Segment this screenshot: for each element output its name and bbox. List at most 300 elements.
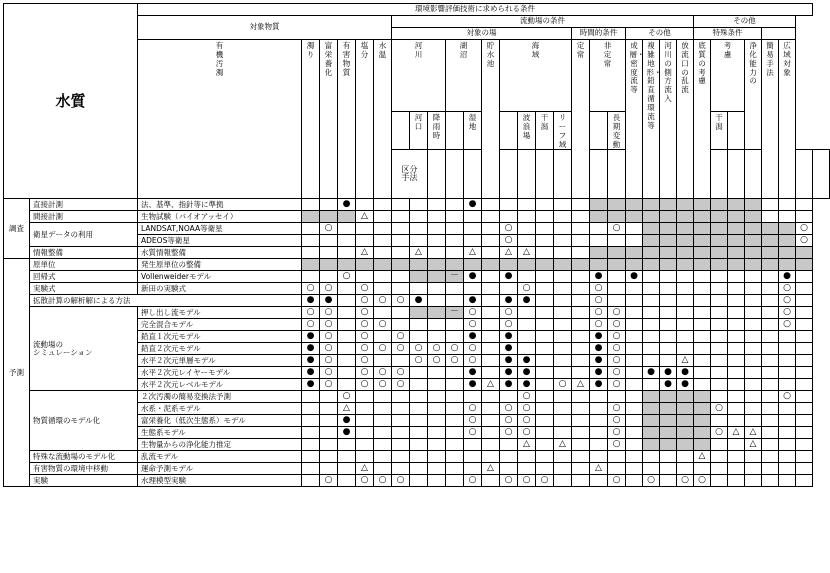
mark: ● — [306, 378, 315, 389]
mark-cell — [745, 199, 762, 211]
mark: △ — [749, 426, 757, 437]
mark-cell — [302, 355, 320, 367]
subcolumn-header — [428, 112, 446, 150]
mark-cell — [338, 403, 356, 415]
mark-cell — [338, 451, 356, 463]
mark: △ — [361, 246, 368, 257]
mark-cell — [643, 343, 660, 355]
mark-cell — [428, 247, 446, 259]
mark-cell — [392, 403, 410, 415]
mark: － — [450, 306, 460, 317]
mark-cell — [320, 343, 338, 355]
mark: ○ — [360, 366, 369, 377]
mark-cell — [428, 235, 446, 247]
mark-cell — [572, 271, 590, 283]
mark-cell — [320, 199, 338, 211]
row-kubun: 衛星データの利用 — [30, 223, 138, 247]
mark-cell — [518, 319, 536, 331]
mark-cell — [320, 415, 338, 427]
mark-cell — [446, 451, 464, 463]
mark-cell — [608, 355, 626, 367]
mark-cell — [518, 211, 536, 223]
mark: ● — [522, 354, 531, 365]
mark-cell — [677, 295, 694, 307]
mark: ○ — [414, 342, 423, 353]
row-method: 鉛直２次元モデル — [138, 343, 302, 355]
mark-cell — [464, 295, 482, 307]
mark-cell — [762, 259, 779, 271]
mark-cell — [302, 271, 320, 283]
mark-cell — [356, 223, 374, 235]
mark-cell — [762, 379, 779, 391]
mark-cell — [482, 199, 500, 211]
mark-cell — [320, 355, 338, 367]
mark-cell — [590, 355, 608, 367]
mark-cell — [374, 283, 392, 295]
mark: ○ — [342, 390, 351, 401]
mark-cell — [410, 475, 428, 487]
column-header-label: 水温 — [378, 41, 387, 59]
mark-cell — [410, 427, 428, 439]
mark-cell — [518, 391, 536, 403]
mark-cell — [464, 379, 482, 391]
mark-cell — [694, 211, 711, 223]
table-row — [4, 295, 830, 307]
mark-cell — [590, 427, 608, 439]
mark-cell — [302, 415, 320, 427]
mark: ○ — [306, 318, 315, 329]
mark-cell — [626, 415, 643, 427]
mark: △ — [487, 462, 494, 473]
mark-cell — [728, 343, 745, 355]
mark-cell — [392, 463, 410, 475]
mark-cell — [464, 367, 482, 379]
mark: ○ — [594, 306, 603, 317]
mark-cell — [338, 199, 356, 211]
mark: ○ — [504, 234, 513, 245]
mark-cell — [745, 259, 762, 271]
mark-cell — [410, 319, 428, 331]
mark-cell — [590, 331, 608, 343]
row-kubun: 情報整備 — [30, 247, 138, 259]
row-kubun: 実験式 — [30, 283, 138, 295]
mark: ○ — [360, 330, 369, 341]
mark-cell — [374, 403, 392, 415]
header-flow-conditions: 流動場の条件 — [392, 16, 694, 28]
mark-cell — [428, 451, 446, 463]
mark-cell — [554, 355, 572, 367]
mark-cell — [608, 463, 626, 475]
mark-cell — [356, 283, 374, 295]
mark-cell — [626, 403, 643, 415]
mark: ○ — [504, 318, 513, 329]
subcolumn-header — [711, 112, 728, 150]
mark-cell — [482, 391, 500, 403]
mark-cell — [464, 223, 482, 235]
mark-cell — [660, 247, 677, 259]
mark-cell — [446, 331, 464, 343]
mark-cell — [796, 259, 813, 271]
mark-cell — [428, 355, 446, 367]
mark-cell — [728, 403, 745, 415]
mark-cell — [728, 199, 745, 211]
subcolumn-label: 河口 — [414, 113, 423, 131]
mark-cell — [590, 475, 608, 487]
mark-cell — [338, 259, 356, 271]
mark-cell — [796, 235, 813, 247]
mark-cell — [554, 223, 572, 235]
mark-cell — [660, 367, 677, 379]
mark-cell — [643, 451, 660, 463]
mark: ○ — [468, 306, 477, 317]
mark-cell — [374, 475, 392, 487]
mark-cell — [554, 379, 572, 391]
mark-cell — [428, 307, 446, 319]
mark-cell — [660, 427, 677, 439]
mark-cell — [500, 259, 518, 271]
mark-cell — [320, 259, 338, 271]
mark-cell — [302, 211, 320, 223]
mark-cell — [536, 367, 554, 379]
mark-cell — [446, 271, 464, 283]
mark-cell — [677, 379, 694, 391]
subcolumn-cont — [745, 150, 762, 199]
mark-cell — [572, 223, 590, 235]
mark-cell — [779, 319, 796, 331]
mark: ● — [594, 330, 603, 341]
table-title-cell — [4, 4, 138, 199]
mark-cell — [428, 367, 446, 379]
column-header-label: 有機汚濁 — [215, 41, 224, 77]
mark-cell — [572, 451, 590, 463]
mark-cell — [745, 379, 762, 391]
mark-cell — [796, 355, 813, 367]
mark-cell — [590, 439, 608, 451]
mark: ○ — [783, 318, 791, 329]
mark-cell — [572, 475, 590, 487]
mark: △ — [732, 426, 740, 437]
mark-cell — [464, 463, 482, 475]
mark-cell — [320, 463, 338, 475]
mark-cell — [677, 367, 694, 379]
column-header-label: 成層・密度流等 — [629, 41, 645, 95]
mark-cell — [572, 199, 590, 211]
mark-cell — [779, 475, 796, 487]
column-header-label: 富栄養化 — [324, 41, 333, 77]
mark: ○ — [324, 342, 333, 353]
subcolumn-cont — [446, 150, 464, 199]
mark-cell — [482, 439, 500, 451]
mark: ○ — [612, 366, 621, 377]
subcolumn-cont — [590, 150, 608, 199]
mark-cell — [660, 271, 677, 283]
mark-cell — [518, 427, 536, 439]
column-header-label: 湖沼 — [459, 41, 468, 59]
column-header — [320, 40, 338, 199]
mark: ○ — [450, 342, 459, 353]
mark: △ — [415, 246, 422, 257]
mark-cell — [554, 295, 572, 307]
mark-cell — [410, 247, 428, 259]
mark-cell — [728, 307, 745, 319]
mark-cell — [626, 271, 643, 283]
mark-cell — [536, 259, 554, 271]
mark-cell — [590, 307, 608, 319]
mark-cell — [302, 379, 320, 391]
mark-cell — [677, 463, 694, 475]
mark: ● — [468, 366, 477, 377]
header-special-condition: 特殊条件 — [694, 28, 762, 40]
mark: ○ — [594, 294, 603, 305]
mark-cell — [711, 475, 728, 487]
mark-cell — [728, 427, 745, 439]
mark-cell — [536, 451, 554, 463]
mark-cell — [554, 475, 572, 487]
mark: ○ — [324, 474, 333, 485]
mark-cell — [660, 463, 677, 475]
mark-cell — [677, 247, 694, 259]
mark-cell — [608, 403, 626, 415]
mark-cell — [745, 271, 762, 283]
mark: ● — [306, 330, 315, 341]
mark-cell — [626, 283, 643, 295]
mark: ○ — [324, 330, 333, 341]
mark-cell — [608, 271, 626, 283]
mark-cell — [392, 475, 410, 487]
mark-cell — [677, 271, 694, 283]
mark-cell — [779, 271, 796, 283]
mark-cell — [500, 451, 518, 463]
mark-cell — [694, 475, 711, 487]
row-method: 生態系モデル — [138, 427, 302, 439]
column-header — [392, 40, 446, 112]
mark-cell — [302, 463, 320, 475]
subcolumn-label: 干潟 — [715, 113, 723, 131]
mark: △ — [361, 210, 368, 221]
mark-cell — [464, 475, 482, 487]
mark-cell — [694, 367, 711, 379]
mark-cell — [338, 223, 356, 235]
row-method: 水系・泥系モデル — [138, 403, 302, 415]
mark: ● — [342, 426, 351, 437]
column-header-label: 簡易手法 — [766, 41, 774, 77]
mark-cell — [464, 247, 482, 259]
mark-cell — [728, 463, 745, 475]
mark-cell — [338, 427, 356, 439]
mark-cell — [374, 199, 392, 211]
mark-cell — [779, 211, 796, 223]
mark-cell — [518, 367, 536, 379]
column-header-label: 河川 — [414, 41, 423, 59]
mark-cell — [500, 295, 518, 307]
mark-cell — [302, 391, 320, 403]
mark: ○ — [783, 306, 791, 317]
mark-cell — [554, 391, 572, 403]
mark: ○ — [698, 474, 706, 485]
mark: ● — [594, 354, 603, 365]
mark-cell — [608, 319, 626, 331]
mark-cell — [320, 283, 338, 295]
mark-cell — [356, 319, 374, 331]
mark-cell — [446, 295, 464, 307]
mark-cell — [518, 235, 536, 247]
mark-cell — [660, 211, 677, 223]
mark-cell — [392, 355, 410, 367]
mark-cell — [410, 391, 428, 403]
mark-cell — [482, 307, 500, 319]
column-header — [762, 40, 779, 199]
mark-cell — [374, 343, 392, 355]
mark-cell — [338, 307, 356, 319]
mark-cell — [500, 307, 518, 319]
mark-cell — [572, 235, 590, 247]
mark-cell — [338, 331, 356, 343]
mark-cell — [643, 319, 660, 331]
mark: ○ — [522, 414, 531, 425]
mark-cell — [356, 475, 374, 487]
mark-cell — [428, 463, 446, 475]
mark-cell — [518, 475, 536, 487]
mark-cell — [392, 271, 410, 283]
mark-cell — [356, 235, 374, 247]
mark-cell — [572, 415, 590, 427]
mark: ● — [664, 366, 672, 377]
mark-cell — [677, 307, 694, 319]
mark: △ — [523, 438, 530, 449]
mark: ○ — [504, 306, 513, 317]
mark-cell — [728, 295, 745, 307]
mark-cell — [464, 331, 482, 343]
mark-cell — [572, 331, 590, 343]
mark-cell — [446, 475, 464, 487]
mark-cell — [762, 307, 779, 319]
mark-cell — [590, 463, 608, 475]
mark-cell — [660, 475, 677, 487]
mark: ○ — [647, 474, 655, 485]
mark-cell — [536, 427, 554, 439]
table-row — [4, 223, 830, 235]
mark-cell — [482, 379, 500, 391]
mark-cell — [554, 199, 572, 211]
mark-cell — [392, 415, 410, 427]
column-header — [374, 40, 392, 199]
column-header — [572, 40, 590, 199]
mark-cell — [374, 247, 392, 259]
row-method: 水理模型実験 — [138, 475, 302, 487]
mark-cell — [728, 283, 745, 295]
mark-cell — [482, 343, 500, 355]
mark-cell — [745, 439, 762, 451]
mark-cell — [464, 427, 482, 439]
mark-cell — [320, 319, 338, 331]
mark-cell — [338, 379, 356, 391]
mark-cell — [626, 331, 643, 343]
mark-cell — [660, 259, 677, 271]
mark-cell — [536, 331, 554, 343]
mark-cell — [464, 403, 482, 415]
mark-cell — [711, 403, 728, 415]
mark-cell — [711, 319, 728, 331]
mark-cell — [356, 343, 374, 355]
mark-cell — [464, 439, 482, 451]
mark-cell — [536, 415, 554, 427]
mark-cell — [796, 211, 813, 223]
mark-cell — [320, 451, 338, 463]
mark-cell — [464, 307, 482, 319]
mark-cell — [572, 319, 590, 331]
mark: ● — [681, 378, 689, 389]
mark: ● — [504, 294, 513, 305]
mark-cell — [643, 391, 660, 403]
mark-cell — [464, 271, 482, 283]
mark-cell — [711, 247, 728, 259]
mark-cell — [694, 439, 711, 451]
mark: ● — [414, 294, 423, 305]
mark-cell — [711, 355, 728, 367]
mark-cell — [711, 223, 728, 235]
mark: ○ — [468, 402, 477, 413]
mark-cell — [374, 415, 392, 427]
mark-cell — [762, 463, 779, 475]
group-label-yosoku: 予測 — [4, 259, 30, 487]
mark-cell — [536, 223, 554, 235]
mark-cell — [392, 283, 410, 295]
mark-cell — [572, 439, 590, 451]
mark-cell — [762, 439, 779, 451]
subcolumn-label: 長期変動 — [612, 113, 621, 149]
mark-cell — [572, 247, 590, 259]
mark-cell — [677, 343, 694, 355]
mark-cell — [392, 259, 410, 271]
mark: ○ — [504, 222, 513, 233]
mark-cell — [302, 259, 320, 271]
mark-cell — [410, 439, 428, 451]
mark: △ — [505, 246, 512, 257]
mark-cell — [572, 367, 590, 379]
mark-cell — [677, 427, 694, 439]
mark-cell — [554, 235, 572, 247]
mark: ○ — [558, 378, 567, 389]
mark: ● — [630, 270, 638, 281]
mark-cell — [464, 415, 482, 427]
mark-cell — [745, 475, 762, 487]
mark-cell — [590, 199, 608, 211]
mark-cell — [554, 415, 572, 427]
mark: ○ — [783, 282, 791, 293]
mark-cell — [728, 391, 745, 403]
mark-cell — [745, 307, 762, 319]
mark-cell — [643, 199, 660, 211]
mark-cell — [626, 355, 643, 367]
mark-cell — [779, 247, 796, 259]
mark-cell — [374, 235, 392, 247]
row-kubun: 拡散計算の解析解による方法 — [30, 295, 302, 307]
mark-cell — [320, 211, 338, 223]
mark-cell — [711, 439, 728, 451]
row-method: 水質情報整備 — [138, 247, 302, 259]
mark-cell — [320, 295, 338, 307]
row-kubun: 特殊な流動場のモデル化 — [30, 451, 138, 463]
mark-cell — [590, 451, 608, 463]
mark-cell — [446, 439, 464, 451]
mark: ○ — [396, 294, 405, 305]
mark-cell — [356, 199, 374, 211]
mark-cell — [464, 343, 482, 355]
mark-cell — [694, 463, 711, 475]
mark: ○ — [504, 474, 513, 485]
mark-cell — [745, 391, 762, 403]
mark-cell — [608, 247, 626, 259]
